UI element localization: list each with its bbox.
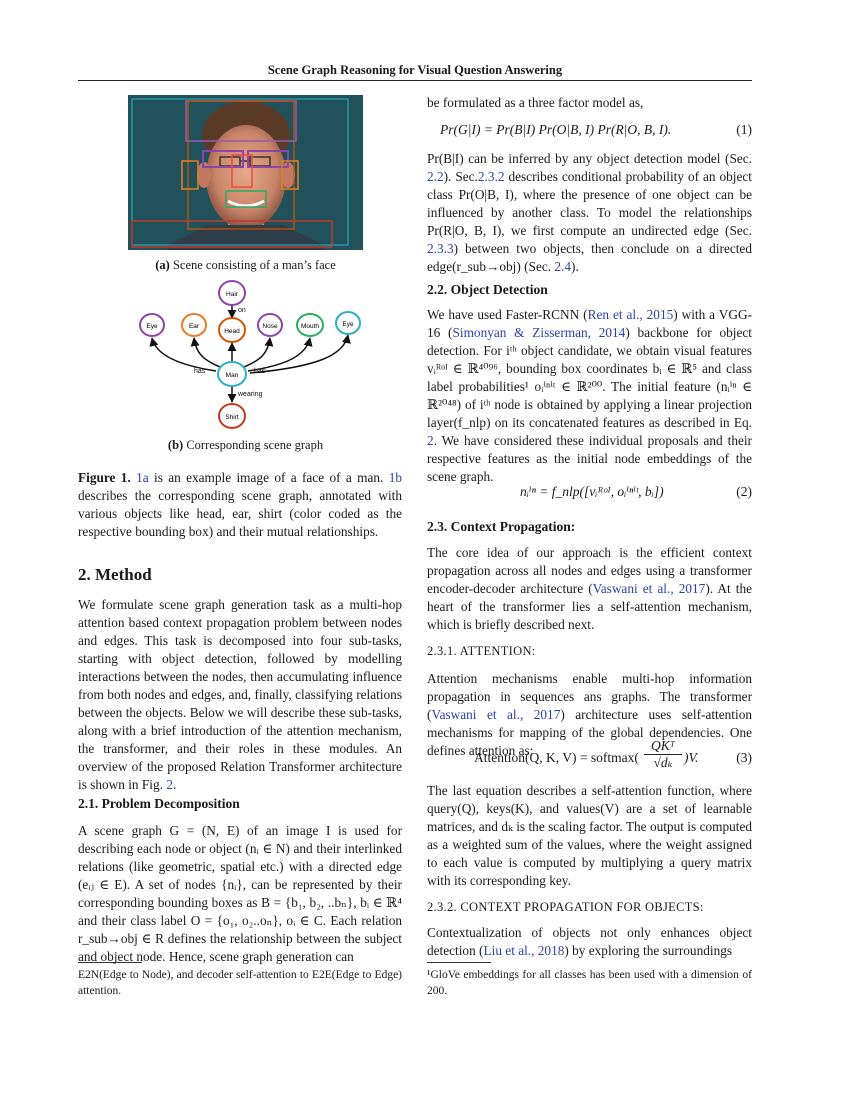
- problem-decomposition-text: [78, 822, 402, 966]
- node-ear-label: Ear: [188, 323, 200, 330]
- figure-label: Figure 1.: [78, 470, 131, 485]
- scene-graph-svg: [128, 275, 368, 455]
- node-nose-label: Nose: [262, 323, 278, 330]
- subsubsection-heading-cpo: 2.3.2. CONTEXT PROPAGATION FOR OBJECTS:: [427, 900, 704, 914]
- face-photo-graphic: [128, 95, 363, 250]
- ref-eq-2-link[interactable]: 2: [427, 433, 434, 448]
- node-mouth: [297, 314, 323, 336]
- ref-sec-2-3-3-link[interactable]: 2.3.3: [427, 241, 454, 256]
- right-cont-text: be formulated as a three factor model as,: [427, 95, 644, 110]
- edge-man-ear: [194, 338, 220, 367]
- para-1d: ) between two objects, then conclude on a directed edge(r_sub→obj) (Sec.: [427, 241, 752, 274]
- node-hair: [219, 281, 245, 305]
- method-intro: We formulate scene graph generation task as a multi-hop attention based context propagation problem between nodes and edges. This task is decomposed into four sub-tasks, starting with object detection, followed by modelling interactions between the nodes, then accumulating influence from both nodes and edges, and, finally, classifying relations between the objects. Below we will describe these sub-tasks, along with a brief introduction of the attention mechanism, the transformer, and their roles in these modules. An overview of the proposed Relation Transformer architecture is shown in Fig. 2.: [78, 597, 402, 792]
- caption-a-text: Scene consisting of a man’s face: [172, 258, 336, 272]
- subsection-heading-problem: 2.1. Problem Decomposition: [78, 796, 240, 811]
- context-propagation-paragraph: [427, 544, 752, 634]
- att-b: ) architecture uses self-attention mechanisms for mapping of the global dependencies. One defines attention as:: [427, 707, 752, 758]
- cite-liu-link[interactable]: Liu et al., 2018: [483, 943, 565, 958]
- subsection-heading-object-detection: 2.2. Object Detection: [427, 282, 548, 297]
- ref-sec-2-4-link[interactable]: 2.4: [554, 259, 572, 274]
- node-eye-right: [336, 312, 360, 334]
- equation-1-number: (1): [736, 122, 752, 137]
- cpo-b: ) by exploring the surroundings: [564, 943, 733, 958]
- left-footnote-rule: [78, 962, 142, 963]
- ctx-a: The core idea of our approach is the efficient context propagation across all nodes and edges using a transformer encoder-decoder architecture (: [427, 545, 752, 596]
- node-eye-left-label: Eye: [146, 323, 158, 330]
- cite-simonyan-link[interactable]: Simonyan & Zisserman, 2014: [452, 325, 626, 340]
- node-nose: [258, 314, 282, 336]
- header-rule: [78, 80, 752, 81]
- node-ear: [182, 314, 206, 336]
- objdet-b: ) with a VGG-16 (: [427, 307, 753, 340]
- equation-3-denominator: √dₖ: [653, 755, 673, 770]
- caption-text-mid: is an example image of a face of a man.: [154, 470, 384, 485]
- para-1b: ). Sec.: [443, 169, 478, 184]
- running-header: Scene Graph Reasoning for Visual Question Answering: [267, 63, 563, 77]
- cpo-paragraph: [427, 924, 752, 960]
- node-shirt-label: Shirt: [225, 414, 239, 421]
- ref-sec-2-3-2-link[interactable]: 2.3.2: [477, 169, 505, 184]
- figure-1-caption: [78, 469, 402, 541]
- node-mouth-label: Mouth: [300, 323, 320, 330]
- equation-1-body: Pr(G|I) = Pr(B|I) Pr(O|B, I) Pr(R|O, B, I).: [440, 122, 672, 137]
- attention-explanation-paragraph: The last equation describes a self-attention function, where query(Q), keys(K), and values(V) are a set of learnable matrices, and dₖ is the scaling factor. The output is computed as a weighted sum of the values, where the weight assigned to each value is computed by multiplying a query matrix with its corresponding key.: [427, 783, 752, 888]
- cite-vaswani-2-link[interactable]: Vaswani et al., 2017: [431, 707, 561, 722]
- caption-b-text: Corresponding scene graph: [186, 438, 324, 452]
- para-1e: ).: [571, 259, 579, 274]
- caption-text-rest: describes the corresponding scene graph, annotated with various objects like head, ear, shirt (color coded as the respective bounding box) and their mutual relationships.: [78, 488, 402, 539]
- edge-man-nose: [244, 338, 270, 367]
- object-detection-paragraph: [427, 306, 752, 486]
- objdet-c: ) backbone for object detection. For iᵗʰ object candidate, we obtain visual features vᵢᴿᵒᴵ ∈ ℝ⁴⁰⁹⁶, bounding box coordinates bᵢ ∈ ℝ⁵ and class label probabilities¹ oᵢⁱⁿⁱᵗ ∈ ℝ²⁰⁰. The initial feature (nᵢⁱⁿ ∈ ℝ²⁰⁴⁸) of iᵗʰ node is obtained by applying a linear projection layer(f_nlp) on its concatenated features as described in Eq.: [427, 325, 752, 430]
- cite-vaswani-1-link[interactable]: Vaswani et al., 2017: [592, 581, 706, 596]
- node-man: [218, 362, 246, 386]
- ref-1b-link[interactable]: 1b: [388, 470, 402, 485]
- att-a: Attention mechanisms enable multi-hop information propagation in sequences ans graphs. The transformer (: [427, 671, 752, 722]
- equation-3-fraction: [644, 738, 682, 771]
- equation-3-lhs: Attention(Q, K, V) = softmax(: [474, 750, 639, 765]
- edge-label-has-left: has: [194, 368, 206, 375]
- equation-3: [474, 738, 752, 780]
- equation-2-number: (2): [736, 484, 752, 499]
- caption-a-label: (a): [155, 258, 170, 272]
- para-1a: Pr(B|I) can be inferred by any object detection model (Sec.: [427, 151, 752, 166]
- scene-graph: [128, 275, 368, 455]
- para-1c: describes conditional probability of an object class Pr(O|B, I), where the presence of one object can be influenced by another class. To model the relationships Pr(R|O, B, I), we first compute an undirected edge (Sec.: [427, 169, 753, 238]
- right-footnote: ¹GloVe embeddings for all classes has been used with a dimension of 200.: [427, 969, 752, 997]
- objdet-a: We have used Faster-RCNN (: [427, 307, 588, 322]
- figure-caption-a: [128, 258, 363, 273]
- equation-2-body: nᵢⁱⁿ = f_nlp([vᵢᴿᵒᴵ, oᵢⁱⁿⁱᵗ, bᵢ]): [520, 484, 664, 499]
- edge-label-wearing: wearing: [238, 391, 263, 398]
- equation-3-numerator: QKᵀ: [644, 738, 682, 755]
- section-heading-method: 2. Method: [78, 565, 152, 584]
- ref-1a-link[interactable]: 1a: [136, 470, 149, 485]
- ref-sec-2-2-link[interactable]: 2.2: [427, 169, 444, 184]
- ctx-b: ). At the heart of the transformer lies a self-attention mechanism, which is briefly described next.: [427, 581, 752, 632]
- face-photo: [128, 95, 363, 250]
- equation-3-rhs: )V.: [684, 750, 699, 765]
- node-head-label: Head: [224, 328, 240, 335]
- equation-3-number: (3): [736, 750, 752, 765]
- edge-man-eye-left: [152, 338, 216, 371]
- node-eye-left: [140, 314, 164, 336]
- figure-caption-b: [128, 438, 363, 453]
- ref-fig-2-link[interactable]: 2: [166, 777, 173, 792]
- equation-1: [440, 122, 752, 138]
- factor-model-paragraph: [427, 150, 752, 276]
- right-footnote-rule: [427, 962, 491, 963]
- cpo-a: Contextualization of objects not only enhances object detection (: [427, 925, 752, 958]
- caption-b-label: (b): [167, 438, 184, 452]
- node-hair-label: Hair: [226, 291, 238, 298]
- left-footnote: E2N(Edge to Node), and decoder self-attention to E2E(Edge to Edge) attention.: [78, 969, 402, 997]
- node-shirt: [219, 404, 245, 428]
- node-head: [219, 318, 245, 342]
- edge-label-has-right: has: [254, 368, 266, 375]
- method-intro-text: We formulate scene graph generation task as a multi-hop attention based context propagation problem between nodes and edges. This task is decomposed into four sub-tasks, starting with object detection, followed by modelling interactions between the nodes, then accumulating influence from both nodes and edges, and, finally, classifying relations between the objects. Below we will describe these sub-tasks, along with a brief introduction of the attention mechanism, the transformer, and their roles in these modules. An overview of the proposed Relation Transformer architecture is shown in Fig.: [78, 597, 402, 792]
- objdet-d: . We have considered these individual proposals and their respective features as the initial node embeddings of the scene graph.: [427, 433, 752, 484]
- cite-ren-link[interactable]: Ren et al., 2015: [587, 307, 674, 322]
- edge-label-on: on: [238, 307, 246, 314]
- node-man-label: Man: [225, 372, 239, 379]
- subsection-heading-context-propagation: 2.3. Context Propagation:: [427, 519, 576, 534]
- subsubsection-heading-attention: 2.3.1. ATTENTION:: [427, 644, 536, 658]
- node-eye-right-label: Eye: [342, 321, 354, 328]
- problem-paragraph: A scene graph G = (N, E) of an image I is used for describing each node or object (nᵢ ∈ N) and their interlinked relations (like geometric, spatial etc.) with a directed edge (eᵢⱼ ∈ E). A set of nodes {nᵢ}, can be represented by their corresponding bounding boxes as B = {b₁, b₂, ..bₙ}, bᵢ ∈ ℝ⁴ and their class label O = {o₁, o₂..oₙ}, oᵢ ∈ C. Each relation r_sub→obj ∈ R defines the relationship between the subject and object node. Hence, scene graph generation can: [78, 823, 402, 964]
- equation-2: [520, 484, 752, 500]
